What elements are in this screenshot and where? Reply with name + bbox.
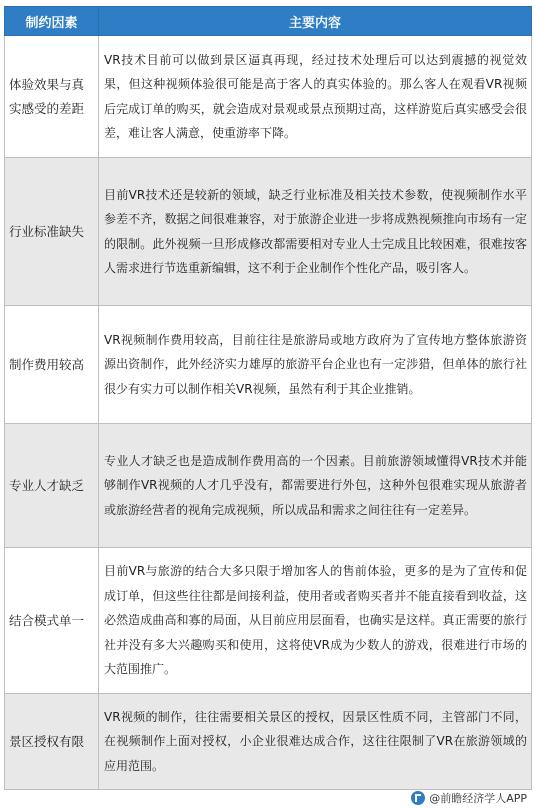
table-row <box>5 158 532 306</box>
factor-cell: 景区授权有限 <box>5 694 99 790</box>
content-cell: VR视频的制作，往往需要相关景区的授权，因景区性质不同，主管部门不同，在视频制作上面对授权，小企业很难达成合作，这往往限制了VR在旅游领域的应用范围。 <box>99 694 532 790</box>
content-cell: VR技术目前可以做到景区逼真再现，经过技术处理后可以达到震撼的视觉效果，但这种视频体验很可能是高于客人的真实体验的。那么客人在观看VR视频后完成订单的购买，就会造成对景观或景点预期过高，这样游览后真实感受会很差，难让客人满意，使重游率下降。 <box>99 36 532 158</box>
factor-cell: 结合模式单一 <box>5 548 99 694</box>
table-header-row <box>5 7 532 36</box>
table-row <box>5 694 532 790</box>
factor-cell: 体验效果与真实感受的差距 <box>5 36 99 158</box>
content-cell: VR视频制作费用较高，目前往往是旅游局或地方政府为了宣传地方整体旅游资源出资制作，此外经济实力雄厚的旅游平台企业也有一定涉猎，但单体的旅行社很少有实力可以制作相关VR视频，虽然有利于其企业推销。 <box>99 306 532 424</box>
factor-cell: 行业标准缺失 <box>5 158 99 306</box>
table-row <box>5 306 532 424</box>
qianzhan-logo-icon <box>411 791 425 805</box>
source-footer <box>411 790 527 806</box>
table-row <box>5 36 532 158</box>
content-cell: 专业人才缺乏也是造成制作费用高的一个因素。目前旅游领域懂得VR技术并能够制作VR视频的人才几乎没有，都需要进行外包，这种外包很难实现从旅游者或旅游经营者的视角完成视频，所以成品和需求之间往往有一定差异。 <box>99 424 532 548</box>
source-label: @前瞻经济学人APP <box>429 792 527 805</box>
constraint-table <box>4 6 532 790</box>
content-cell: 目前VR技术还是较新的领域，缺乏行业标准及相关技术参数，使视频制作水平参差不齐，数据之间很难兼容，对于旅游企业进一步将成熟视频推向市场有一定的限制。此外视频一旦形成修改都需要相对专业人士完成且比较困难，很难按客人需求进行节选重新编辑，这不利于企业制作个性化产品，吸引客人。 <box>99 158 532 306</box>
factor-cell: 专业人才缺乏 <box>5 424 99 548</box>
constraint-table-container <box>4 6 531 790</box>
content-cell: 目前VR与旅游的结合大多只限于增加客人的售前体验，更多的是为了宣传和促成订单，但这些往往都是间接利益，使用者或者购买者并不能直接看到收益，这必然造成曲高和寡的局面，从目前应用层面看，也确实是这样。真正需要的旅行社并没有多大兴趣购买和使用，这将使VR成为少数人的游戏，很难进行市场的大范围推广。 <box>99 548 532 694</box>
table-row <box>5 548 532 694</box>
factor-cell: 制作费用较高 <box>5 306 99 424</box>
table-row <box>5 424 532 548</box>
header-factor: 制约因素 <box>5 7 99 36</box>
header-content: 主要内容 <box>99 7 532 36</box>
